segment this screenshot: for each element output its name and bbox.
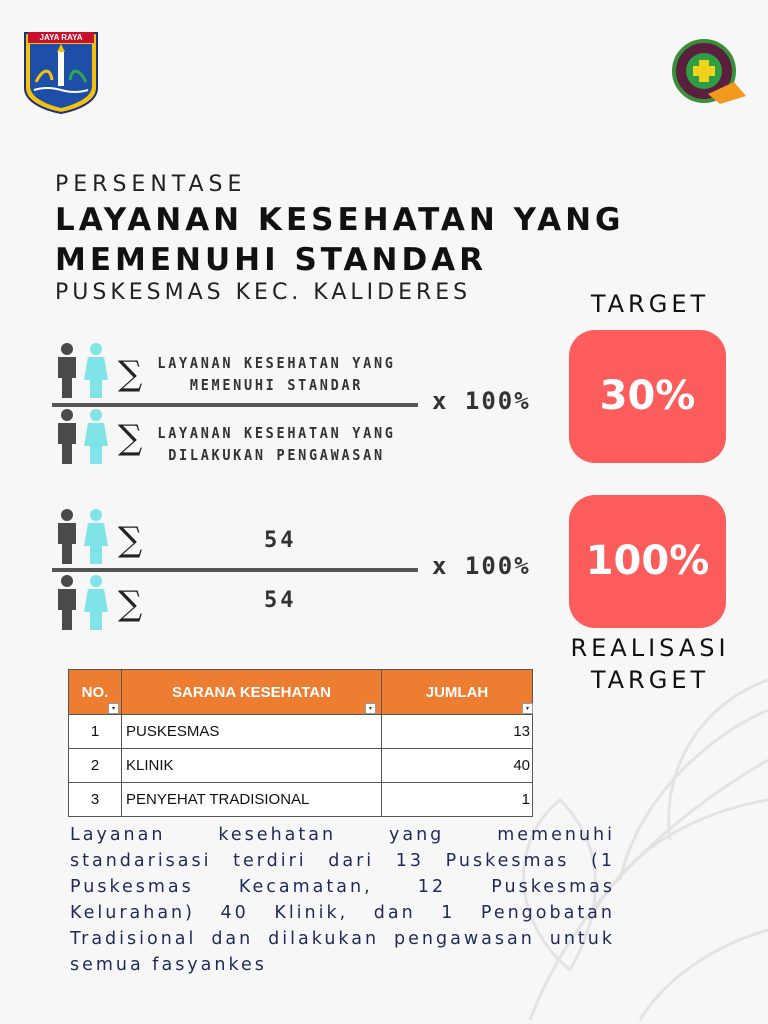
main-title-line-2: MEMENUHI STANDAR xyxy=(55,242,488,278)
denominator-label-line-2: DILAKUKAN PENGAWASAN xyxy=(168,446,385,464)
table-cell-name: PENYEHAT TRADISIONAL xyxy=(122,783,382,817)
table-cell-no: 1 xyxy=(69,715,122,749)
denominator-label xyxy=(146,422,407,466)
target-label: TARGET xyxy=(590,290,710,318)
table-row xyxy=(69,715,533,749)
table-cell-count: 40 xyxy=(382,749,533,783)
people-icon xyxy=(52,574,112,630)
main-title xyxy=(55,200,624,280)
table-cell-count: 1 xyxy=(382,783,533,817)
table-cell-count: 13 xyxy=(382,715,533,749)
table-cell-no: 2 xyxy=(69,749,122,783)
fraction-line xyxy=(52,403,418,407)
table-header-sarana: SARANA KESEHATAN xyxy=(122,670,382,715)
table-cell-name: KLINIK xyxy=(122,749,382,783)
table-cell-no: 3 xyxy=(69,783,122,817)
filter-dropdown-icon[interactable]: ▾ xyxy=(365,703,376,714)
numerator-label-line-1: LAYANAN KESEHATAN YANG xyxy=(157,354,396,372)
sarana-table xyxy=(68,669,533,817)
description-text: Layanan kesehatan yang memenuhi standarisasi terdiri dari 13 Puskesmas (1 Puskesmas Kecamatan, 12 Puskesmas Kelurahan) 40 Klinik, dan 1 Pengobatan Tradisional dan dilakukan pengawasan untuk semua fasyankes xyxy=(70,825,615,975)
table-row xyxy=(69,783,533,817)
denominator-value: 54 xyxy=(264,588,297,613)
numerator-label-line-2: MEMENUHI STANDAR xyxy=(189,376,364,394)
sigma-symbol: ∑ xyxy=(118,354,143,394)
people-icon xyxy=(52,408,112,464)
table-cell-name: PUSKESMAS xyxy=(122,715,382,749)
fraction-line xyxy=(52,568,418,572)
denominator-label-line-1: LAYANAN KESEHATAN YANG xyxy=(157,424,396,442)
sigma-symbol: ∑ xyxy=(118,520,143,560)
people-icon xyxy=(52,342,112,398)
subtitle-puskesmas: PUSKESMAS KEC. KALIDERES xyxy=(55,280,472,305)
realisasi-label-line-1: REALISASI xyxy=(570,634,730,662)
realisasi-value-box: 100% xyxy=(569,495,726,628)
filter-dropdown-icon[interactable]: ▾ xyxy=(522,703,533,714)
multiplier-text: x 100% xyxy=(432,387,531,415)
people-icon xyxy=(52,508,112,564)
emblem-banner: JAYA RAYA xyxy=(28,32,94,43)
numerator-value: 54 xyxy=(264,528,297,553)
numerator-label xyxy=(146,352,407,396)
table-row xyxy=(69,749,533,783)
target-value-box: 30% xyxy=(569,330,726,463)
sigma-symbol: ∑ xyxy=(118,584,143,624)
title-persentase: PERSENTASE xyxy=(55,172,247,197)
multiplier-text: x 100% xyxy=(432,552,531,580)
main-title-line-1: LAYANAN KESEHATAN YANG xyxy=(55,202,625,238)
realisasi-label xyxy=(555,632,745,696)
table-header-jumlah: JUMLAH xyxy=(382,670,533,715)
realisasi-label-line-2: TARGET xyxy=(590,666,710,694)
table-header-no: NO. xyxy=(69,670,122,715)
table-header-row xyxy=(69,670,533,715)
puskesmas-logo-icon xyxy=(668,38,746,106)
filter-dropdown-icon[interactable]: ▾ xyxy=(108,703,119,714)
sigma-symbol: ∑ xyxy=(118,418,143,458)
